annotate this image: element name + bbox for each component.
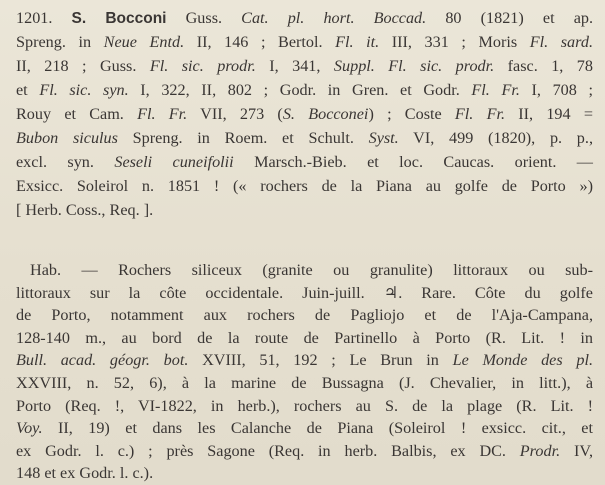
text-segment: Rouy et Cam. [16, 105, 138, 123]
text-segment: excl. syn. [16, 153, 115, 171]
text-segment: Fl. Fr. [454, 105, 506, 123]
entry-line-8 [16, 198, 593, 222]
text-segment: 128-140 m., au bord de la route de Partinello à Porto (R. Lit. ! in [16, 328, 593, 347]
text-segment: [ Herb. Coss., Req. ]. [16, 201, 154, 219]
text-segment: Hab. — Rochers siliceux (granite ou granulite) littoraux ou sub- [30, 261, 593, 279]
text-segment: I, 322, II, 802 ; Godr. in Gren. et Godr. [128, 81, 472, 99]
entry-line-0-rest [186, 9, 593, 27]
habitat-line-2 [16, 303, 593, 327]
habitat-section [16, 258, 593, 484]
text-segment: IV, [560, 441, 593, 460]
entry-line-3 [16, 78, 593, 102]
text-segment: II, 19) et dans les Calanche de Piana (Soleirol ! exsicc. cit., et [42, 419, 593, 438]
text-segment: Fl. sic. prodr. [149, 57, 256, 75]
text-segment: Suppl. Fl. sic. prodr. [333, 57, 495, 75]
text-segment: Cat. pl. hort. Boccad. [241, 9, 427, 27]
text-segment: Exsicc. Soleirol n. 1851 ! (« rochers de la Piana au golfe de Porto ») [16, 177, 593, 195]
text-segment: XVIII, 51, 192 ; Le Brun in [188, 351, 453, 370]
text-segment: Le Monde des pl. [452, 351, 593, 370]
text-segment: I, 341, [255, 57, 334, 75]
genus-abbrev: S. [71, 10, 87, 27]
text-segment: ) ; Coste [368, 105, 455, 123]
text-segment: Seseli cuneifolii [114, 153, 234, 171]
text-segment: fasc. 1, 78 [494, 57, 593, 75]
text-segment: I, 708 ; [519, 81, 593, 99]
species-entry [16, 6, 593, 222]
entry-number: 1201. [16, 9, 53, 27]
entry-line-6 [16, 150, 593, 174]
text-segment: Fl. Fr. [137, 105, 188, 123]
text-segment: Fl. it. [335, 33, 380, 51]
text-segment: Porto (Req. !, VI-1822, in herb.), rochers au S. de la plage (R. Lit. ! [16, 396, 593, 415]
text-segment: Fl. sic. syn. [39, 81, 129, 99]
habitat-line-7 [16, 416, 593, 440]
habitat-line-0 [16, 258, 593, 282]
text-segment: VII, 273 ( [187, 105, 283, 123]
habitat-line-6 [16, 394, 593, 418]
text-segment: Fl. Fr. [471, 81, 520, 99]
text-segment: Marsch.-Bieb. et loc. Caucas. orient. — [233, 153, 593, 171]
text-segment: Voy. [16, 419, 43, 438]
habitat-line-8 [16, 439, 593, 463]
text-segment: Spreng. in Roem. et Schult. [117, 129, 369, 147]
entry-line-0 [16, 6, 593, 30]
text-segment: Prodr. [519, 441, 561, 460]
text-segment: Bubon siculus [16, 129, 118, 147]
text-segment: et [16, 81, 40, 99]
text-segment: littoraux sur la côte occidentale. Juin-juill. ♃. Rare. Côte du golfe [16, 283, 593, 302]
text-segment: Syst. [368, 129, 399, 147]
entry-line-5 [16, 126, 593, 150]
text-segment: Fl. sard. [529, 33, 593, 51]
text-segment: XXVIII, n. 52, 6), à la marine de Bussagna (J. Chevalier, in litt.), à [16, 374, 593, 392]
habitat-line-3 [16, 326, 593, 350]
text-segment: ex Godr. l. c.) ; près Sagone (Req. in herb. Balbis, ex DC. [16, 441, 520, 460]
entry-line-4 [16, 102, 593, 126]
text-segment: S. Bocconei [282, 105, 369, 123]
habitat-line-1 [16, 281, 593, 305]
text-segment: Bull. acad. géogr. bot. [16, 351, 189, 370]
habitat-line-4 [16, 348, 593, 372]
entry-line-7 [16, 174, 593, 198]
text-segment: 148 et ex Godr. l. c.). [16, 464, 154, 483]
entry-line-1 [16, 30, 593, 54]
habitat-line-9 [16, 461, 593, 485]
text-segment: II, 194 = [505, 105, 593, 123]
species-name: Bocconi [105, 10, 167, 27]
entry-line-2 [16, 54, 593, 78]
text-segment: Neue Entd. [103, 33, 185, 51]
text-segment: 80 (1821) et ap. [426, 9, 594, 27]
habitat-line-5 [16, 371, 593, 395]
text-segment: III, 331 ; Moris [379, 33, 530, 51]
text-segment: II, 146 ; Bertol. [184, 33, 336, 51]
text-segment: II, 218 ; Guss. [16, 57, 150, 75]
text-segment: de Porto, notamment aux rochers de Pagliojo et de l'Aja-Campana, [16, 306, 593, 325]
text-segment: VI, 499 (1820), p. p., [398, 129, 593, 147]
text-segment: Guss. [185, 9, 242, 27]
text-segment: Spreng. in [16, 33, 104, 51]
